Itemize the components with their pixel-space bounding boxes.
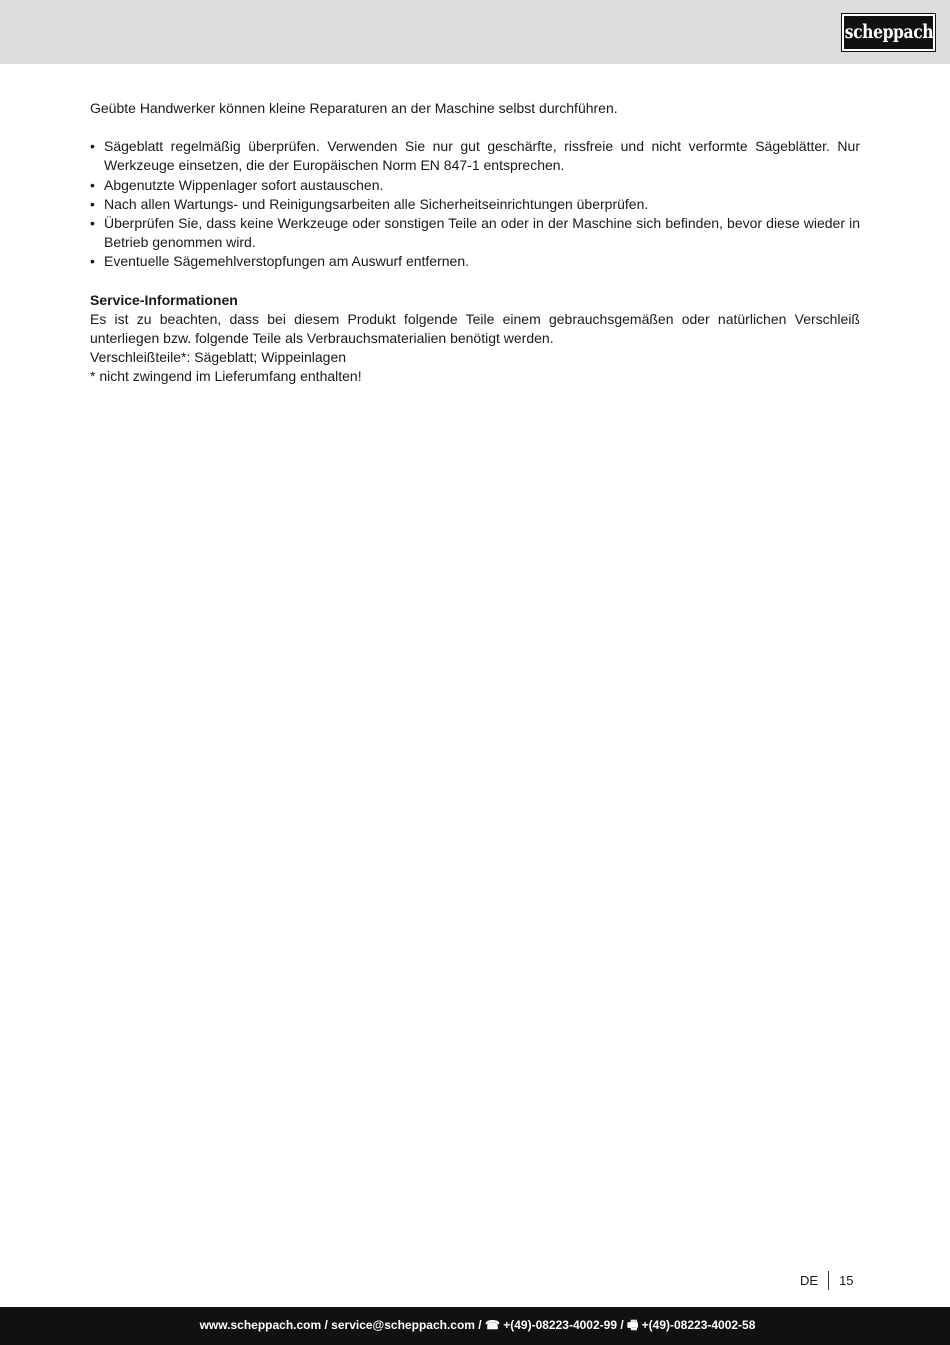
- list-item: • Sägeblatt regelmäßig überprüfen. Verwenden Sie nur gut geschärfte, rissfreie und nicht verformte Sägeblätter. Nur Werkzeuge einsetzen, die der Europäischen Norm EN 847-1 entsprechen.: [90, 137, 860, 175]
- list-item: • Überprüfen Sie, dass keine Werkzeuge oder sonstigen Teile an oder in der Maschine sich befinden, bevor diese wieder in Betrieb genommen wird.: [90, 214, 860, 252]
- service-paragraph: Es ist zu beachten, dass bei diesem Produkt folgende Teile einem gebrauchsgemäßen oder natürlichen Verschleiß unterliegen bzw. folgende Teile als Verbrauchsmaterialien benötigt werden.: [90, 310, 860, 347]
- language-label: DE: [800, 1271, 829, 1290]
- list-item: • Nach allen Wartungs- und Reinigungsarbeiten alle Sicherheitseinrichtungen überprüfen.: [90, 195, 860, 214]
- list-item: • Eventuelle Sägemehlverstopfungen am Auswurf entfernen.: [90, 252, 860, 271]
- contact-bar: [0, 1307, 950, 1345]
- logo-text: scheppach: [844, 21, 933, 43]
- brand-logo: [842, 14, 935, 51]
- main-content: [90, 99, 860, 387]
- page-number: 15: [839, 1273, 854, 1288]
- header-band: [0, 0, 950, 64]
- section-title: Service-Informationen: [90, 291, 238, 308]
- intro-paragraph: Geübte Handwerker können kleine Reparaturen an der Maschine selbst durchführen.: [90, 100, 618, 116]
- page-indicator: [800, 1271, 854, 1290]
- wear-parts-line: Verschleißteile*: Sägeblatt; Wippeinlagen: [90, 349, 347, 366]
- footnote: * nicht zwingend im Lieferumfang enthalten!: [90, 368, 362, 385]
- maintenance-list: [90, 137, 860, 271]
- contact-info: www.scheppach.com / service@scheppach.com / ☎ +(49)-08223-4002-99 / 🖷 +(49)-08223-4002-58: [199, 1317, 756, 1332]
- list-item: • Abgenutzte Wippenlager sofort austauschen.: [90, 176, 860, 195]
